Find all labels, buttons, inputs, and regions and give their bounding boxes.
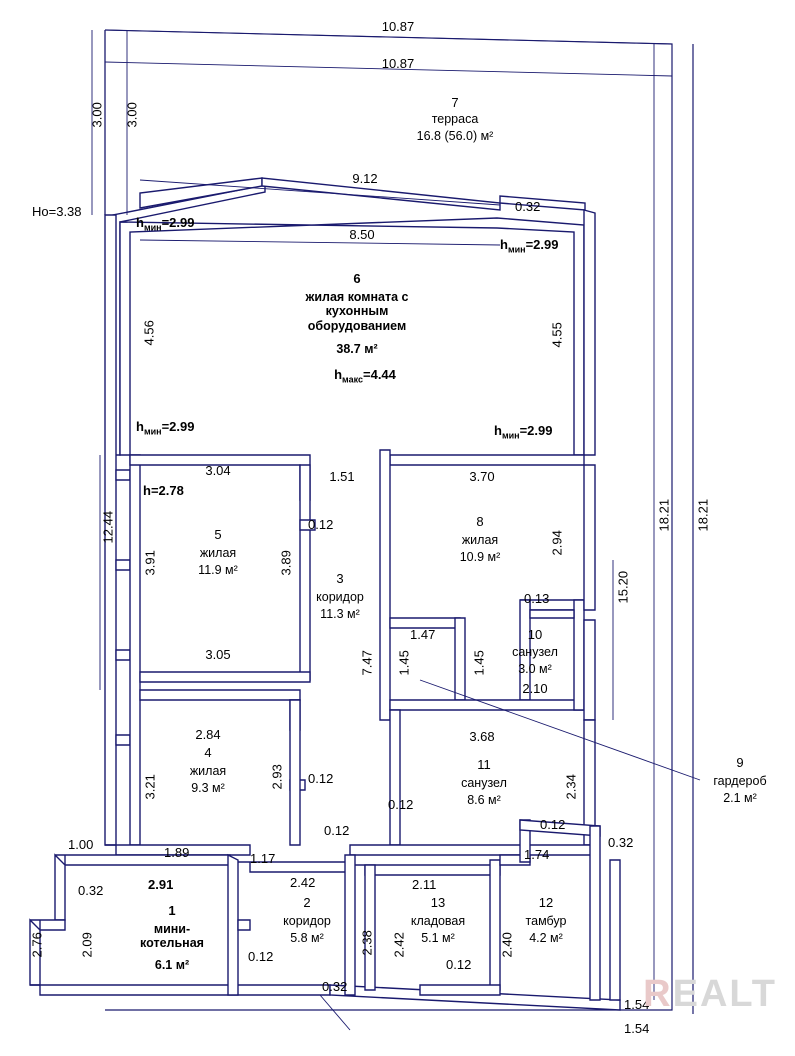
- dim-corridor3-bottom: 3.68: [469, 729, 495, 744]
- room-num-5: 5: [214, 527, 222, 542]
- room-area-6: 38.7 м²: [336, 342, 378, 356]
- dim-bottom-1-89: 1.89: [164, 845, 190, 860]
- dim-jamb-right-top: 0.32: [515, 199, 541, 214]
- dim-right-inner: 18.21: [656, 498, 672, 532]
- dim-bottom-2-40: 2.40: [499, 932, 515, 958]
- dim-bath10-jamb: 0.13: [524, 591, 550, 606]
- dim-room5-right: 3.89: [278, 550, 294, 576]
- room-name-13: кладовая: [410, 914, 466, 928]
- dim-room5-top: 3.04: [205, 463, 231, 478]
- dim-room5-left: 3.91: [142, 550, 158, 576]
- hmin-label-2: $h_{мин}=2.99$: [500, 237, 559, 255]
- watermark: REALT: [643, 973, 777, 1015]
- dim-bottom-1-00: 1.00: [68, 837, 94, 852]
- dim-top-inner: 10.87: [381, 56, 415, 71]
- hmin-label-3: $h_{мин}=2.99$: [136, 419, 195, 437]
- dim-bottom-1-54-a: 1.54: [624, 997, 650, 1012]
- room-num-3: 3: [336, 571, 344, 586]
- hmin-label-4: $h_{мин}=2.99$: [494, 423, 553, 441]
- dim-top-outer: 10.87: [381, 19, 415, 34]
- room-name-8: жилая: [461, 533, 499, 547]
- dim-left-top-b: 3.00: [124, 102, 140, 128]
- room-area-12: 4.2 м²: [529, 931, 563, 945]
- dim-bath10-top: 1.47: [410, 627, 436, 642]
- room-name-9: гардероб: [713, 774, 767, 788]
- room-num-9: 9: [736, 755, 744, 770]
- room5-height: h=2.78: [143, 483, 184, 498]
- dim-bath10-left: 1.45: [396, 650, 412, 676]
- dim-room4-top: 2.84: [195, 727, 221, 742]
- dim-right-outer: 18.21: [695, 498, 711, 532]
- room-num-6: 6: [353, 271, 361, 286]
- dim-terrace-width: 9.12: [352, 171, 378, 186]
- room-area-7: 16.8 (56.0) м²: [416, 129, 494, 143]
- dim-left-total: 12.44: [100, 510, 116, 544]
- dim-bottom-1-54-b: 1.54: [624, 1021, 650, 1036]
- dim-room6-left: 4.56: [141, 320, 157, 346]
- dim-room8-right: 2.94: [549, 530, 565, 556]
- room-num-12: 12: [538, 895, 554, 910]
- room-area-8: 10.9 м²: [459, 550, 501, 564]
- dim-left-2-09: 2.09: [79, 932, 95, 958]
- room-name-2: коридор: [283, 914, 331, 928]
- dim-bath11-right: 2.34: [563, 774, 579, 800]
- room-name-7: терраса: [431, 112, 479, 126]
- room-area-2: 5.8 м²: [290, 931, 324, 945]
- dim-bottom-0-32-c: 0.32: [322, 979, 348, 994]
- room-num-1: 1: [168, 903, 176, 918]
- dim-bath10-w: 2.10: [522, 681, 548, 696]
- dim-bottom-1-74: 1.74: [524, 847, 550, 862]
- height-note: Ho=3.38: [32, 204, 82, 219]
- room-num-13: 13: [430, 895, 446, 910]
- dim-jamb-d: 0.12: [324, 823, 350, 838]
- dim-bottom-2-42b: 2.42: [391, 932, 407, 958]
- hmin-label-1: $h_{мин}=2.99$: [136, 215, 195, 233]
- room-name-12: тамбур: [525, 914, 567, 928]
- room-num-2: 2: [303, 895, 311, 910]
- room-area-3: 11.3 м²: [320, 607, 360, 621]
- hmax-label: $h_{макс}=4.44$: [334, 367, 396, 385]
- dim-room6-right: 4.55: [549, 322, 565, 348]
- dim-room8-top: 3.70: [469, 469, 495, 484]
- room-area-9: 2.1 м²: [723, 791, 757, 805]
- dim-room4-right: 2.93: [269, 764, 285, 790]
- room-num-7: 7: [451, 95, 459, 110]
- room-num-8: 8: [476, 514, 484, 529]
- room-num-4: 4: [204, 745, 212, 760]
- room-name-3: коридор: [316, 590, 364, 604]
- dim-bottom-2-42: 2.42: [290, 875, 316, 890]
- room-area-1: 6.1 м²: [154, 958, 190, 972]
- dim-bath10-inner: 1.45: [471, 650, 487, 676]
- dim-corridor3-left: 7.47: [359, 650, 375, 676]
- room-area-4: 9.3 м²: [191, 781, 225, 795]
- dim-jamb-e: 0.12: [540, 817, 566, 832]
- dim-jamb-g: 0.12: [446, 957, 472, 972]
- dim-right-15-20: 15.20: [615, 570, 631, 604]
- dim-room4-left: 3.21: [142, 774, 158, 800]
- dim-left-2-76: 2.76: [29, 932, 45, 958]
- dim-corridor3-top: 1.51: [329, 469, 355, 484]
- room-name-1: мини- котельная: [140, 922, 204, 951]
- room-name-11: санузел: [461, 776, 507, 790]
- room-name-6: жилая комната с кухонным оборудованием: [305, 290, 409, 333]
- dim-bottom-0-32-a: 0.32: [78, 883, 104, 898]
- dim-room6-top: 8.50: [349, 227, 375, 242]
- room-area-5: 11.9 м²: [198, 563, 238, 577]
- room-num-11: 11: [477, 757, 491, 772]
- room-name-4: жилая: [189, 764, 227, 778]
- dim-jamb-right-bottom: 0.32: [608, 835, 634, 850]
- room-num-10: 10: [527, 627, 543, 642]
- dim-bottom-2-38: 2.38: [359, 930, 375, 956]
- room-name-5: жилая: [199, 546, 237, 560]
- dim-jamb-f: 0.12: [248, 949, 274, 964]
- dim-jamb-a: 0.12: [308, 517, 334, 532]
- dim-jamb-b: 0.12: [308, 771, 334, 786]
- dim-bottom-2-11: 2.11: [412, 877, 437, 892]
- dim-jamb-c: 0.12: [388, 797, 414, 812]
- room-name-10: санузел: [512, 645, 558, 659]
- room-area-13: 5.1 м²: [421, 931, 455, 945]
- dim-room5-bottom: 3.05: [205, 647, 231, 662]
- dim-left-top-a: 3.00: [89, 102, 105, 128]
- dim-bottom-1-17: 1.17: [250, 851, 276, 866]
- dim-bottom-2-91: 2.91: [148, 877, 174, 892]
- room-area-10: 3.0 м²: [518, 662, 552, 676]
- room-area-11: 8.6 м²: [467, 793, 501, 807]
